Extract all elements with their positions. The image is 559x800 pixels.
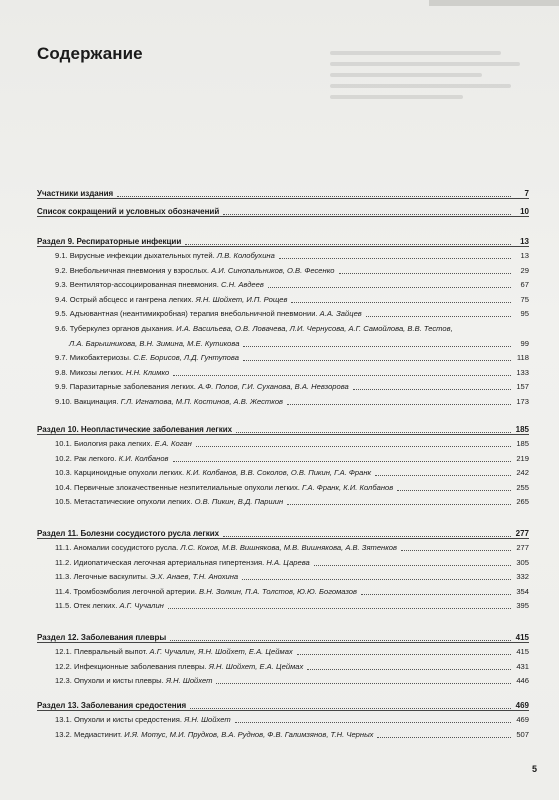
entry-title: Опухоли и кисты плевры. [74, 676, 164, 686]
entry-number: 9.8. [55, 367, 68, 377]
entry-authors: А.Г. Чучалин [119, 601, 164, 611]
entry-number: 12.1. [55, 647, 72, 656]
toc-heading-row[interactable] [37, 482, 529, 493]
entry-authors: Я.Н. Шойхет [184, 715, 231, 724]
toc-page-number: 277 [516, 543, 529, 552]
entry-authors: Г.А. Франк, К.И. Колбанов [302, 482, 394, 492]
entry-number: 11.5. [55, 601, 72, 611]
section-heading: Раздел 12. Заболевания плевры [37, 633, 167, 642]
dot-leader [216, 683, 511, 684]
toc-heading-row[interactable] [37, 265, 529, 276]
toc-entry-text [37, 339, 241, 349]
entry-authors: Я.Н. Шойхет, И.П. Рощев [195, 294, 288, 304]
toc-page-number: 157 [516, 382, 529, 392]
entry-authors: А.А. Зайцев [319, 309, 362, 319]
toc-heading-row[interactable] [37, 496, 529, 507]
dot-leader [190, 708, 511, 709]
entry-authors: Я.Н. Шойхет, Е.А. Цеймах [208, 661, 304, 671]
dot-leader [117, 196, 511, 197]
page-title: Содержание [37, 44, 143, 63]
entry-title: Отек легких. [73, 601, 118, 611]
dot-leader [243, 346, 511, 347]
toc-entry-text [37, 368, 171, 378]
dot-leader [196, 446, 511, 447]
toc-page-number: 185 [515, 425, 529, 434]
entry-authors: Н.Н. Климко [125, 367, 170, 377]
toc-entry-text [37, 587, 359, 597]
toc-entry-text [37, 439, 194, 449]
entry-number: 9.3. [55, 280, 68, 290]
toc-entry-text [37, 543, 399, 553]
entry-number: 12.3. [55, 676, 72, 686]
header-strip [429, 0, 559, 6]
toc-heading-row[interactable] [37, 571, 529, 582]
entry-title: Вентилятор-ассоциированная пневмония. [69, 280, 219, 290]
section-heading: Раздел 10. Неопластические заболевания легких [37, 425, 233, 434]
entry-title: Карциноидные опухоли легких. [74, 468, 185, 478]
dot-leader [375, 475, 511, 476]
toc-page-number: 99 [520, 338, 529, 348]
entry-authors: А.Г. Чучалин, Я.Н. Шойхет, Е.А. Цеймах [149, 647, 293, 656]
dot-leader [314, 565, 511, 566]
entry-number: 10.2. [55, 453, 72, 463]
toc-page-number: 133 [516, 367, 529, 377]
entry-number: 9.5. [55, 309, 68, 319]
entry-title: Биология рака легких. [74, 439, 153, 448]
toc-page-number: 118 [516, 353, 529, 363]
toc-page-number: 242 [516, 468, 529, 478]
dot-leader [291, 302, 511, 303]
entry-number: 13.2. [55, 729, 72, 739]
toc-heading-row[interactable] [37, 352, 529, 363]
dot-leader [401, 550, 511, 551]
toc-entry-text [37, 324, 455, 334]
toc-entry-text [37, 662, 305, 672]
entry-title: Микозы легких. [69, 367, 124, 377]
entry-authors: Э.Х. Анаев, Т.Н. Анохина [150, 572, 239, 582]
entry-authors: С.Н. Авдеев [221, 280, 264, 290]
entry-title: Туберкулез органов дыхания. [69, 324, 175, 333]
dot-leader [366, 316, 511, 317]
entry-authors: Н.А. Царева [266, 557, 310, 567]
toc-heading-row[interactable] [37, 438, 529, 449]
toc-page-number: 431 [516, 661, 529, 671]
entry-authors: И.А. Васильева, О.В. Ловачева, Л.И. Чернусова, А.Г. Самойлова, В.В. Тестов, [176, 324, 453, 333]
section-rule [37, 710, 529, 711]
toc-heading-row[interactable] [37, 600, 529, 611]
dot-leader [397, 490, 511, 491]
toc-page-number: 415 [515, 633, 529, 642]
toc-heading-row[interactable] [37, 729, 529, 740]
toc-entry-text [37, 266, 337, 276]
entry-title: Паразитарные заболевания легких. [69, 382, 196, 392]
toc-page-number: 95 [520, 309, 529, 319]
section-rule [37, 538, 529, 539]
toc-page-number: 469 [515, 701, 529, 710]
entry-title: Адъювантная (неантимикробная) терапия внебольничной пневмонии. [69, 309, 318, 319]
toc-entry-text [37, 468, 373, 478]
toc-entry-text [37, 251, 277, 261]
entry-number: 9.10. [55, 397, 72, 406]
toc-page-number: 13 [520, 237, 529, 246]
toc-page-number: 446 [516, 676, 529, 686]
dot-leader [279, 258, 511, 259]
toc-page-number: 354 [516, 586, 529, 596]
toc-heading-row[interactable] [37, 675, 529, 686]
show-through-text [330, 44, 520, 134]
entry-number: 9.6. [55, 324, 68, 333]
toc-entry-text [37, 353, 241, 363]
dot-leader [268, 287, 511, 288]
toc-page-number: 75 [520, 294, 529, 304]
toc-page-number: 507 [516, 729, 529, 739]
page-number: 5 [531, 764, 537, 774]
dot-leader [170, 640, 511, 641]
entry-title: Внебольничная пневмония у взрослых. [69, 265, 209, 275]
dot-leader [235, 722, 511, 723]
toc-page-number: 332 [516, 572, 529, 582]
entry-authors: К.И. Колбанов, В.В. Соколов, О.В. Пикин, Г.А. Франк [186, 468, 372, 478]
dot-leader [173, 375, 511, 376]
entry-title: Плевральный выпот. [74, 647, 148, 656]
section-heading: Раздел 9. Респираторные инфекции [37, 237, 182, 246]
toc-heading-row[interactable] [37, 396, 529, 407]
toc-heading-row[interactable] [37, 661, 529, 672]
toc-page-number: 305 [516, 557, 529, 567]
toc-entry-text [37, 558, 312, 568]
section-rule [37, 246, 529, 247]
section-heading: Раздел 11. Болезни сосудистого русла легких [37, 529, 220, 538]
toc-heading-row[interactable] [37, 467, 529, 478]
toc-page-number: 29 [520, 265, 529, 275]
toc-page-number: 395 [516, 601, 529, 611]
toc-heading-row[interactable] [37, 542, 529, 553]
entry-authors: А.И. Синопальников, О.В. Фесенко [211, 265, 335, 275]
entry-number: 13.1. [55, 715, 72, 724]
entry-number: 9.7. [55, 353, 68, 363]
section-rule [37, 434, 529, 435]
toc-entry-text [37, 676, 214, 686]
toc-heading-row[interactable] [37, 250, 529, 261]
section-heading: Раздел 13. Заболевания средостения [37, 701, 187, 710]
entry-number: 9.4. [55, 294, 68, 304]
toc-heading-row[interactable] [37, 646, 529, 657]
entry-authors: Е.А. Коган [154, 439, 192, 448]
entry-title: Вирусные инфекции дыхательных путей. [69, 251, 215, 260]
toc-entry-text [37, 397, 285, 407]
entry-title: Метастатические опухоли легких. [74, 497, 193, 507]
divider [37, 198, 529, 199]
dot-leader [173, 461, 511, 462]
toc-entry-title: Участники издания [37, 189, 114, 198]
divider [37, 216, 529, 217]
toc-heading-row[interactable] [37, 453, 529, 464]
entry-title: Опухоли и кисты средостения. [74, 715, 182, 724]
dot-leader [185, 244, 511, 245]
entry-number: 11.4. [55, 586, 72, 596]
toc-heading-row[interactable] [37, 714, 529, 725]
toc-page-number: 185 [516, 439, 529, 448]
dot-leader [243, 360, 511, 361]
toc-page-number: 277 [515, 529, 529, 538]
toc-entry-text [37, 601, 166, 611]
entry-number: 11.3. [55, 572, 72, 582]
entry-authors: С.Е. Борисов, Л.Д. Гунтупова [133, 353, 239, 363]
toc-heading-row[interactable] [37, 586, 529, 597]
entry-number: 10.1. [55, 439, 72, 448]
entry-number: 11.1. [55, 543, 72, 552]
entry-number: 10.5. [55, 497, 72, 507]
toc-page-number: 265 [516, 497, 529, 507]
toc-heading-row[interactable] [37, 279, 529, 290]
toc-heading-row[interactable] [37, 323, 529, 334]
entry-authors: А.Ф. Попов, Г.И. Суханова, В.А. Невзорова [198, 382, 349, 392]
toc-heading-row[interactable] [37, 367, 529, 378]
entry-authors: Л.С. Коков, М.В. Вишнякова, М.В. Вишнякова, А.В. Зятенков [180, 543, 397, 552]
entry-authors: И.Я. Мотус, М.И. Прудков, В.А. Руднов, Ф.В. Галимзянов, Т.Н. Черных [124, 729, 374, 739]
toc-entry-text [37, 483, 395, 493]
toc-entry-text [37, 295, 289, 305]
toc-page-number: 67 [520, 280, 529, 290]
dot-leader [287, 504, 511, 505]
dot-leader [377, 737, 511, 738]
toc-page-number: 13 [520, 251, 529, 260]
toc-entry-text [37, 454, 171, 464]
entry-number: 9.9. [55, 382, 68, 392]
toc-heading-row[interactable] [37, 294, 529, 305]
toc-entry-text [37, 497, 285, 507]
entry-title: Тромбоэмболия легочной артерии. [73, 586, 197, 596]
toc-page-number: 469 [516, 715, 529, 724]
dot-leader [353, 389, 511, 390]
dot-leader [223, 214, 511, 215]
toc-page-number: 255 [516, 482, 529, 492]
toc-page-number: 219 [516, 453, 529, 463]
toc-heading-row[interactable] [37, 557, 529, 568]
dot-leader [339, 273, 511, 274]
toc-entry-text [37, 730, 375, 740]
toc-entry-title: Список сокращений и условных обозначений [37, 207, 220, 216]
toc-heading-row[interactable] [37, 381, 529, 392]
dot-leader [242, 579, 511, 580]
entry-title: Микобактериозы. [69, 353, 132, 363]
toc-heading-row[interactable] [37, 308, 529, 319]
toc-entry-text [37, 572, 240, 582]
dot-leader [297, 654, 511, 655]
toc-page-number: 415 [516, 647, 529, 656]
entry-authors: В.Н. Золкин, П.А. Толстов, Ю.Ю. Богомазов [199, 586, 357, 596]
dot-leader [168, 608, 511, 609]
entry-title: Легочные васкулиты. [73, 572, 148, 582]
entry-number: 10.4. [55, 482, 72, 492]
toc-page-number: 10 [520, 207, 529, 216]
dot-leader [307, 669, 511, 670]
dot-leader [361, 594, 511, 595]
dot-leader [236, 432, 511, 433]
entry-authors: Я.Н. Шойхет [165, 676, 213, 686]
toc-page-number: 7 [524, 189, 529, 198]
toc-entry-text [37, 715, 233, 725]
entry-authors: К.И. Колбанов [118, 453, 169, 463]
entry-title: Вакцинация. [74, 397, 119, 406]
section-rule [37, 642, 529, 643]
entry-title: Идиопатическая легочная артериальная гипертензия. [73, 557, 265, 567]
entry-number: 12.2. [55, 661, 72, 671]
entry-title: Первичные злокачественные незпителиальные опухоли легких. [74, 482, 300, 492]
entry-number: 9.1. [55, 251, 68, 260]
entry-number: 9.2. [55, 265, 68, 275]
entry-number: 11.2. [55, 557, 72, 567]
entry-title: Острый абсцесс и гангрена легких. [69, 294, 194, 304]
toc-entry-text [37, 309, 364, 319]
toc-entry-text [37, 647, 295, 657]
entry-authors: Л.А. Барышникова, В.Н. Зимина, М.Е. Кутикова [69, 338, 240, 348]
dot-leader [223, 536, 511, 537]
entry-title: Медиастинит. [74, 729, 123, 739]
entry-authors: О.В. Пикин, В.Д. Паршин [194, 497, 284, 507]
toc-entry-text [37, 280, 266, 290]
toc-entry-text [37, 382, 351, 392]
entry-title: Аномалии сосудистого русла. [73, 543, 179, 552]
entry-title: Инфекционные заболевания плевры. [74, 661, 207, 671]
dot-leader [287, 404, 511, 405]
entry-title: Рак легкого. [74, 453, 117, 463]
entry-authors: Г.Л. Игнатова, М.П. Костинов, А.В. Жестков [120, 397, 284, 406]
toc-heading-row[interactable] [37, 338, 529, 349]
entry-authors: Л.В. Колобухина [216, 251, 275, 260]
toc-page-number: 173 [516, 397, 529, 406]
entry-number: 10.3. [55, 468, 72, 478]
